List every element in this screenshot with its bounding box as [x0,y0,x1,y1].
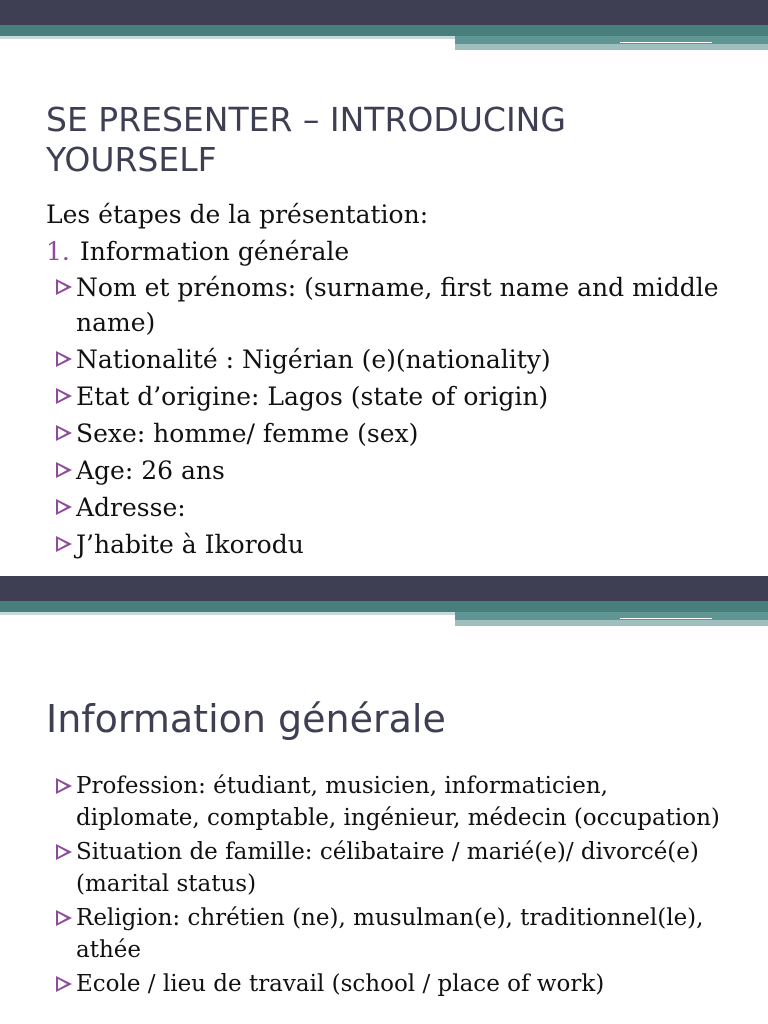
numbered-item [46,233,746,270]
item-number: 1. [46,237,70,266]
list-item [56,527,736,562]
header-stripe-light [0,612,455,615]
header-stripe-line [620,618,712,619]
arrow-bullet-icon [56,425,72,441]
header-stripe-accent [455,612,768,620]
list-item-text: Ecole / lieu de travail (school / place of work) [76,971,605,997]
header-band [0,576,768,601]
list-item-text: Nationalité : Nigérian (e)(nationality) [76,345,551,374]
list-item [56,379,736,414]
arrow-bullet-icon [56,351,72,367]
header-stripe [0,25,768,36]
arrow-bullet-icon [56,976,72,992]
header-stripe [0,601,768,612]
arrow-bullet-icon [56,778,72,794]
list-item-text: Profession: étudiant, musicien, informaticien, diplomate, comptable, ingénieur, médecin (occupation) [76,773,720,831]
list-item [56,416,736,451]
header-stripe-accent-light [455,620,768,626]
list-item [56,902,736,966]
list-item-text: Nom et prénoms: (surname, first name and middle name) [76,273,719,337]
list-item-text: Situation de famille: célibataire / marié(e)/ divorcé(e) (marital status) [76,839,699,897]
list-item [56,968,736,1000]
arrow-bullet-icon [56,499,72,515]
header-stripe-line [620,42,712,43]
arrow-bullet-icon [56,462,72,478]
arrow-bullet-icon [56,388,72,404]
list-item-text: Religion: chrétien (ne), musulman(e), traditionnel(le), athée [76,905,704,963]
header-band [0,0,768,25]
list-item-text: J’habite à Ikorodu [76,530,304,559]
slide-intro [46,196,746,270]
list-item [56,836,736,900]
slide-2 [0,576,768,1024]
list-item [56,453,736,488]
slide-title: Information générale [46,697,446,741]
arrow-bullet-icon [56,910,72,926]
header-stripe-accent [455,36,768,44]
list-item [56,770,736,834]
list-item-text: Etat d’origine: Lagos (state of origin) [76,382,549,411]
list-item-text: Sexe: homme/ femme (sex) [76,419,419,448]
arrow-bullet-icon [56,536,72,552]
intro-text: Les étapes de la présentation: [46,200,429,229]
list-item [56,342,736,377]
list-item [56,490,736,525]
bullet-list [56,270,736,564]
header-stripe-accent-light [455,44,768,50]
list-item-text: Adresse: [76,493,186,522]
item-text: Information générale [79,237,350,266]
arrow-bullet-icon [56,279,72,295]
arrow-bullet-icon [56,844,72,860]
header-stripe-light [0,36,455,39]
list-item [56,270,736,340]
bullet-list [56,770,736,1002]
slide-title: SE PRESENTER – INTRODUCING YOURSELF [46,100,566,179]
list-item-text: Age: 26 ans [76,456,225,485]
